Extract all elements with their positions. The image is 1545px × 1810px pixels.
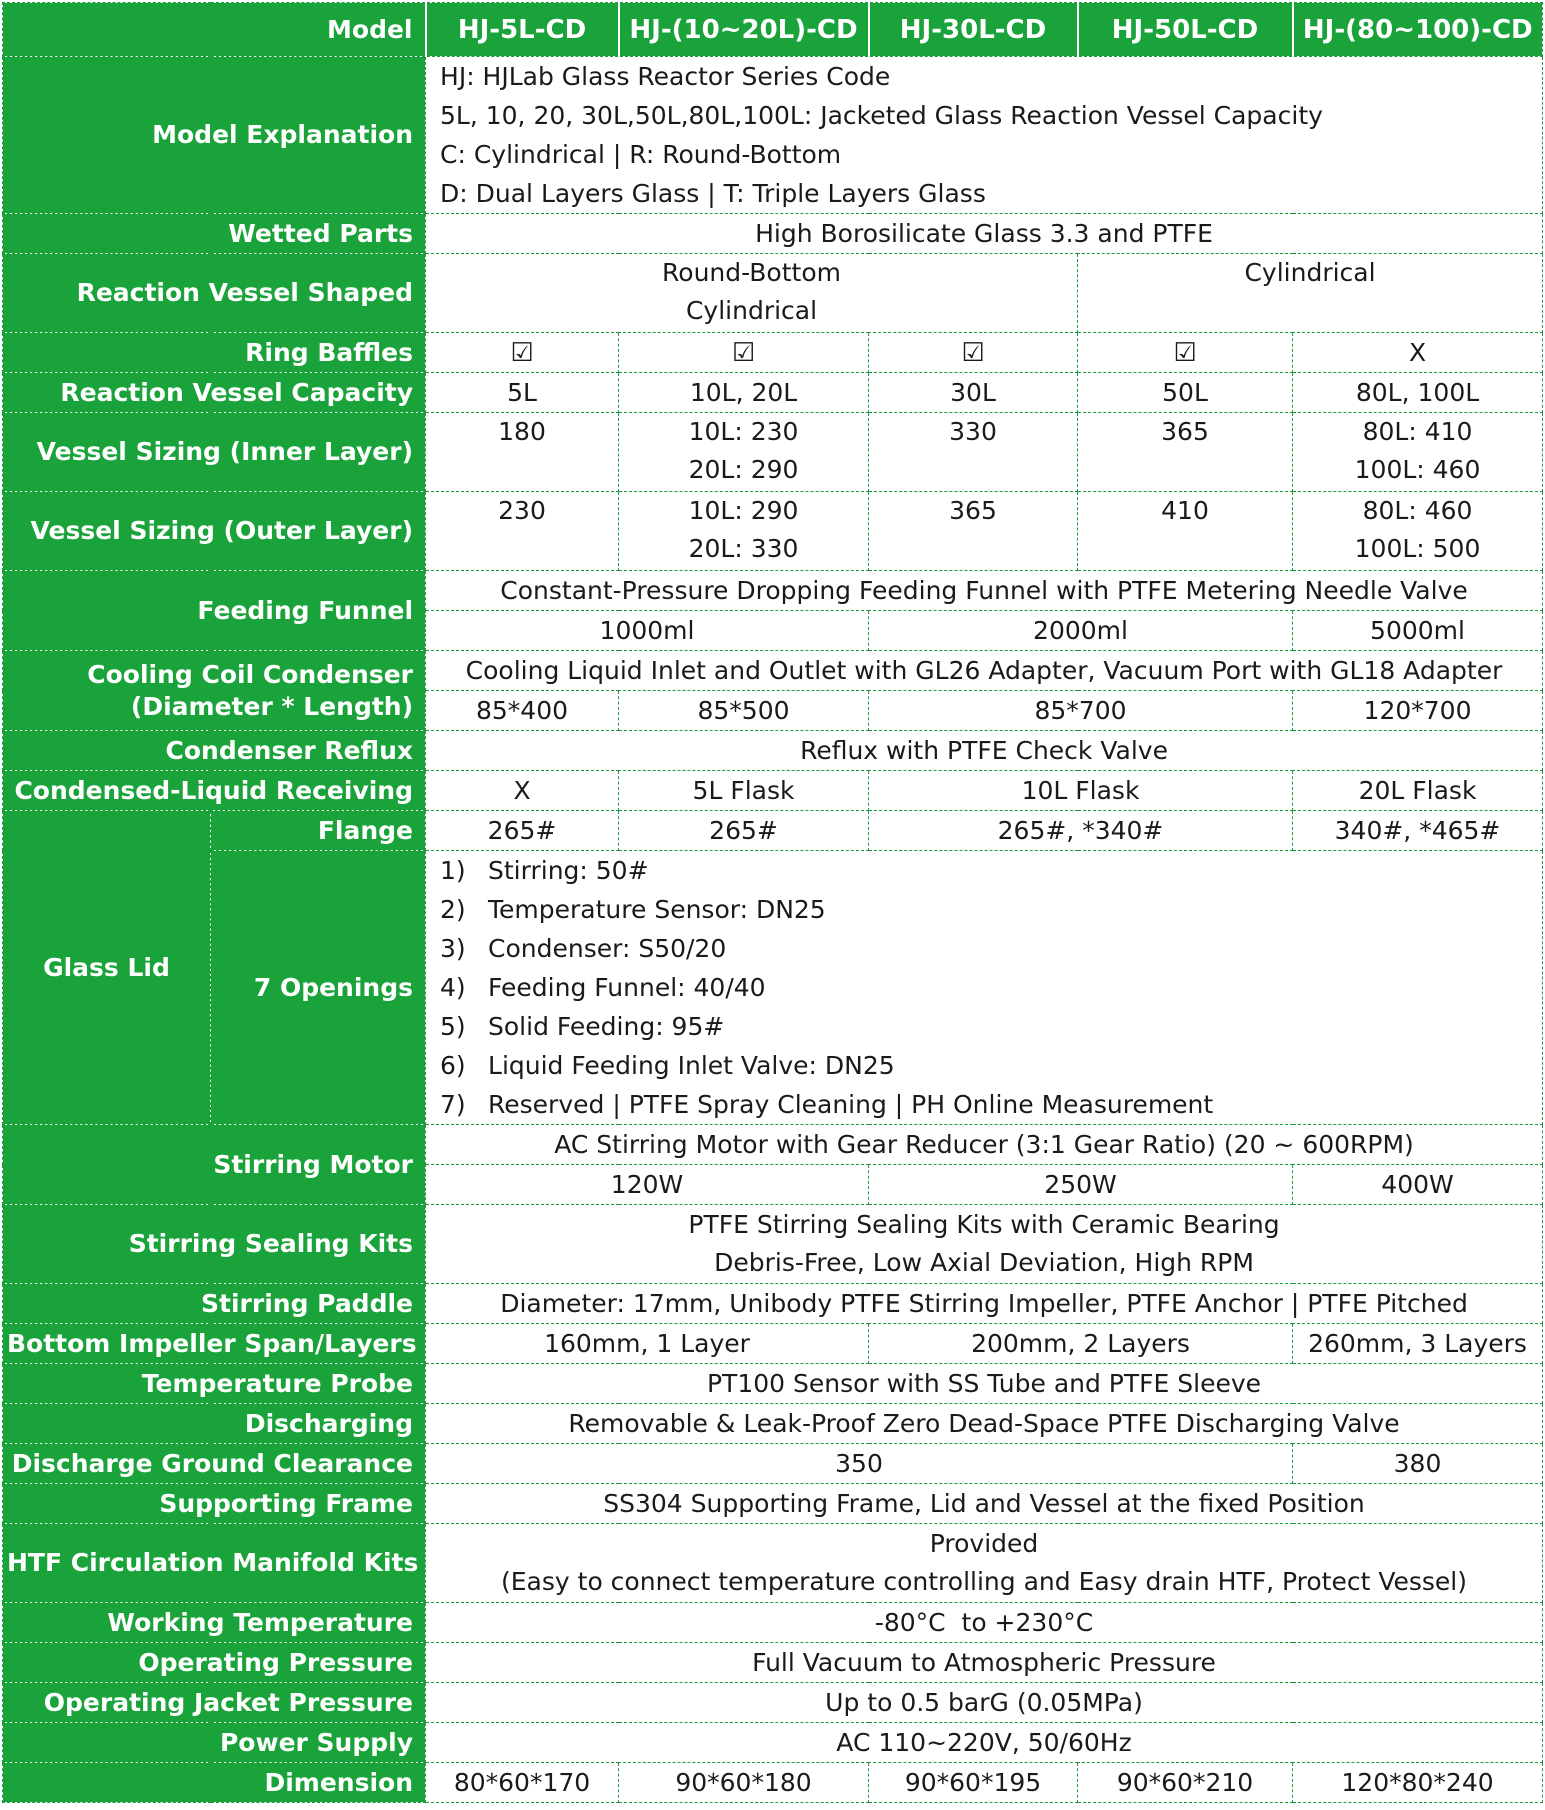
impeller-span-row — [3, 1324, 1543, 1364]
vessel-shape-label: Reaction Vessel Shaped — [3, 254, 426, 333]
explanation-line: 5L, 10, 20, 30L,50L,80L,100L: Jacketed Glass Reaction Vessel Capacity — [440, 101, 1323, 130]
outer-layer-label: Vessel Sizing (Outer Layer) — [3, 492, 426, 571]
condenser-label-line: (Diameter * Length) — [130, 691, 414, 721]
sealing-line: PTFE Stirring Sealing Kits with Ceramic Bearing — [688, 1210, 1280, 1239]
size-line: 80L: 460 — [1362, 496, 1473, 525]
inner-layer-label: Vessel Sizing (Inner Layer) — [3, 413, 426, 492]
wetted-parts-row — [3, 214, 1543, 254]
paddle-label: Stirring Paddle — [3, 1284, 426, 1324]
condenser-reflux-label: Condenser Reflux — [3, 731, 426, 771]
working-temperature-row — [3, 1603, 1543, 1643]
capacity-value: 5L — [426, 373, 619, 413]
ground-clearance-value: 380 — [1293, 1444, 1543, 1484]
feeding-funnel-label: Feeding Funnel — [3, 571, 426, 651]
receiving-label: Condensed-Liquid Receiving — [3, 771, 426, 811]
vessel-shape-round-bottom — [426, 254, 1078, 333]
checkbox-checked-icon: ☑ — [426, 333, 619, 373]
shape-line: Cylindrical — [685, 296, 818, 325]
jacket-pressure-row — [3, 1683, 1543, 1723]
stirring-motor-row — [3, 1125, 1543, 1165]
dimension-value: 80*60*170 — [426, 1763, 619, 1803]
temperature-probe-label: Temperature Probe — [3, 1364, 426, 1404]
condenser-label — [3, 651, 426, 731]
funnel-size: 1000ml — [426, 611, 869, 651]
capacity-value: 50L — [1078, 373, 1293, 413]
opening-text: Temperature Sensor: DN25 — [488, 895, 826, 924]
spec-table — [2, 2, 1543, 1803]
supporting-frame-value: SS304 Supporting Frame, Lid and Vessel at the fixed Position — [426, 1484, 1543, 1524]
ground-clearance-label: Discharge Ground Clearance — [3, 1444, 426, 1484]
capacity-label: Reaction Vessel Capacity — [3, 373, 426, 413]
opening-item — [440, 1085, 1538, 1124]
opening-number: 1) — [440, 856, 466, 885]
condenser-size: 85*400 — [426, 691, 619, 731]
discharging-value: Removable & Leak-Proof Zero Dead-Space PTFE Discharging Valve — [426, 1404, 1543, 1444]
htf-manifold-value — [426, 1524, 1543, 1603]
opening-text: Feeding Funnel: 40/40 — [488, 973, 766, 1002]
glass-lid-label: Glass Lid — [3, 811, 211, 1125]
feeding-funnel-row — [3, 571, 1543, 611]
paddle-row — [3, 1284, 1543, 1324]
receiving-value: 20L Flask — [1293, 771, 1543, 811]
dimension-value: 90*60*210 — [1078, 1763, 1293, 1803]
header-row — [3, 3, 1543, 57]
stirring-motor-desc: AC Stirring Motor with Gear Reducer (3:1 Gear Ratio) (20 ~ 600RPM) — [426, 1125, 1543, 1165]
paddle-value: Diameter: 17mm, Unibody PTFE Stirring Impeller, PTFE Anchor | PTFE Pitched — [426, 1284, 1543, 1324]
wetted-parts-value: High Borosilicate Glass 3.3 and PTFE — [426, 214, 1543, 254]
inner-layer-value — [1293, 413, 1543, 492]
outer-layer-value — [619, 492, 869, 571]
flange-value: 265# — [426, 811, 619, 851]
supporting-frame-row — [3, 1484, 1543, 1524]
capacity-value: 10L, 20L — [619, 373, 869, 413]
operating-pressure-value: Full Vacuum to Atmospheric Pressure — [426, 1643, 1543, 1683]
htf-manifold-row — [3, 1524, 1543, 1603]
receiving-value: 5L Flask — [619, 771, 869, 811]
vessel-shape-cylindrical: Cylindrical — [1078, 254, 1543, 333]
inner-layer-row — [3, 413, 1543, 492]
size-line: 80L: 410 — [1362, 417, 1473, 446]
size-line: 10L: 290 — [688, 496, 799, 525]
receiving-value: X — [426, 771, 619, 811]
operating-pressure-row — [3, 1643, 1543, 1683]
inner-layer-value: 180 — [426, 413, 619, 492]
temperature-probe-row — [3, 1364, 1543, 1404]
size-line: 20L: 290 — [688, 455, 799, 484]
motor-power: 120W — [426, 1165, 869, 1205]
opening-number: 7) — [440, 1090, 466, 1119]
size-line: 100L: 500 — [1354, 534, 1481, 563]
condenser-reflux-value: Reflux with PTFE Check Valve — [426, 731, 1543, 771]
opening-item — [440, 1007, 1538, 1046]
power-supply-value: AC 110~220V, 50/60Hz — [426, 1723, 1543, 1763]
openings-label: 7 Openings — [211, 851, 426, 1125]
opening-item — [440, 968, 1538, 1007]
dimension-value: 90*60*195 — [869, 1763, 1078, 1803]
dimension-value: 90*60*180 — [619, 1763, 869, 1803]
condenser-label-line: Cooling Coil Condenser — [87, 659, 414, 689]
dimension-value: 120*80*240 — [1293, 1763, 1543, 1803]
checkbox-checked-icon: ☑ — [869, 333, 1078, 373]
inner-layer-value — [619, 413, 869, 492]
outer-layer-value: 230 — [426, 492, 619, 571]
receiving-value: 10L Flask — [869, 771, 1293, 811]
checkbox-checked-icon: ☑ — [1078, 333, 1293, 373]
flange-label: Flange — [211, 811, 426, 851]
sealing-kits-row — [3, 1205, 1543, 1284]
opening-item — [440, 1046, 1538, 1085]
dimension-label: Dimension — [3, 1763, 426, 1803]
model-label: Model — [3, 3, 426, 57]
motor-power: 400W — [1293, 1165, 1543, 1205]
outer-layer-value: 410 — [1078, 492, 1293, 571]
opening-number: 5) — [440, 1012, 466, 1041]
flange-value: 340#, *465# — [1293, 811, 1543, 851]
opening-text: Reserved | PTFE Spray Cleaning | PH Online Measurement — [488, 1090, 1214, 1119]
inner-layer-value: 330 — [869, 413, 1078, 492]
outer-layer-row — [3, 492, 1543, 571]
opening-text: Liquid Feeding Inlet Valve: DN25 — [488, 1051, 895, 1080]
model-explanation-text — [426, 57, 1543, 214]
condenser-desc: Cooling Liquid Inlet and Outlet with GL26 Adapter, Vacuum Port with GL18 Adapter — [426, 651, 1543, 691]
flange-row — [3, 811, 1543, 851]
model-header-50l: HJ-50L-CD — [1078, 3, 1293, 57]
ring-baffles-row — [3, 333, 1543, 373]
shape-line: Round-Bottom — [662, 258, 841, 287]
discharging-row — [3, 1404, 1543, 1444]
explanation-line: D: Dual Layers Glass | T: Triple Layers Glass — [440, 179, 986, 208]
motor-power: 250W — [869, 1165, 1293, 1205]
operating-pressure-label: Operating Pressure — [3, 1643, 426, 1683]
impeller-span-value: 260mm, 3 Layers — [1293, 1324, 1543, 1364]
flange-value: 265# — [619, 811, 869, 851]
size-line: 10L: 230 — [688, 417, 799, 446]
jacket-pressure-value: Up to 0.5 barG (0.05MPa) — [426, 1683, 1543, 1723]
vessel-shape-row — [3, 254, 1543, 333]
sealing-line: Debris-Free, Low Axial Deviation, High RPM — [714, 1248, 1254, 1277]
opening-number: 4) — [440, 973, 466, 1002]
opening-item — [440, 851, 1538, 890]
cross-mark-icon: X — [1293, 333, 1543, 373]
outer-layer-value — [1293, 492, 1543, 571]
power-supply-row — [3, 1723, 1543, 1763]
ground-clearance-row — [3, 1444, 1543, 1484]
power-supply-label: Power Supply — [3, 1723, 426, 1763]
opening-number: 3) — [440, 934, 466, 963]
explanation-line: C: Cylindrical | R: Round-Bottom — [440, 140, 842, 169]
ring-baffles-label: Ring Baffles — [3, 333, 426, 373]
impeller-span-value: 160mm, 1 Layer — [426, 1324, 869, 1364]
size-line: 100L: 460 — [1354, 455, 1481, 484]
htf-line: (Easy to connect temperature controlling and Easy drain HTF, Protect Vessel) — [501, 1567, 1468, 1596]
model-header-30l: HJ-30L-CD — [869, 3, 1078, 57]
discharging-label: Discharging — [3, 1404, 426, 1444]
condenser-reflux-row — [3, 731, 1543, 771]
working-temperature-label: Working Temperature — [3, 1603, 426, 1643]
model-explanation-label: Model Explanation — [3, 57, 426, 214]
condenser-size: 120*700 — [1293, 691, 1543, 731]
opening-item — [440, 929, 1538, 968]
condenser-row — [3, 651, 1543, 691]
opening-number: 6) — [440, 1051, 466, 1080]
openings-list — [426, 851, 1543, 1125]
opening-text: Condenser: S50/20 — [488, 934, 727, 963]
opening-text: Solid Feeding: 95# — [488, 1012, 725, 1041]
ground-clearance-value: 350 — [426, 1444, 1293, 1484]
impeller-span-label: Bottom Impeller Span/Layers — [3, 1324, 426, 1364]
funnel-size: 5000ml — [1293, 611, 1543, 651]
impeller-span-value: 200mm, 2 Layers — [869, 1324, 1293, 1364]
opening-number: 2) — [440, 895, 466, 924]
wetted-parts-label: Wetted Parts — [3, 214, 426, 254]
temperature-probe-value: PT100 Sensor with SS Tube and PTFE Sleeve — [426, 1364, 1543, 1404]
inner-layer-value: 365 — [1078, 413, 1293, 492]
flange-value: 265#, *340# — [869, 811, 1293, 851]
capacity-value: 80L, 100L — [1293, 373, 1543, 413]
explanation-line: HJ: HJLab Glass Reactor Series Code — [440, 62, 891, 91]
model-header-10-20l: HJ-(10~20L)-CD — [619, 3, 869, 57]
working-temperature-value: -80°C to +230°C — [426, 1603, 1543, 1643]
sealing-kits-value — [426, 1205, 1543, 1284]
openings-row — [3, 851, 1543, 1125]
stirring-motor-label: Stirring Motor — [3, 1125, 426, 1205]
funnel-size: 2000ml — [869, 611, 1293, 651]
htf-manifold-label: HTF Circulation Manifold Kits — [3, 1524, 426, 1603]
model-header-80-100l: HJ-(80~100)-CD — [1293, 3, 1543, 57]
opening-item — [440, 890, 1538, 929]
htf-line: Provided — [929, 1529, 1039, 1558]
size-line: 20L: 330 — [688, 534, 799, 563]
condenser-size: 85*700 — [869, 691, 1293, 731]
sealing-kits-label: Stirring Sealing Kits — [3, 1205, 426, 1284]
outer-layer-value: 365 — [869, 492, 1078, 571]
condenser-size: 85*500 — [619, 691, 869, 731]
checkbox-checked-icon: ☑ — [619, 333, 869, 373]
capacity-row — [3, 373, 1543, 413]
supporting-frame-label: Supporting Frame — [3, 1484, 426, 1524]
feeding-funnel-desc: Constant-Pressure Dropping Feeding Funnel with PTFE Metering Needle Valve — [426, 571, 1543, 611]
model-explanation-row — [3, 57, 1543, 214]
opening-text: Stirring: 50# — [488, 856, 649, 885]
jacket-pressure-label: Operating Jacket Pressure — [3, 1683, 426, 1723]
dimension-row — [3, 1763, 1543, 1803]
receiving-row — [3, 771, 1543, 811]
capacity-value: 30L — [869, 373, 1078, 413]
model-header-5l: HJ-5L-CD — [426, 3, 619, 57]
